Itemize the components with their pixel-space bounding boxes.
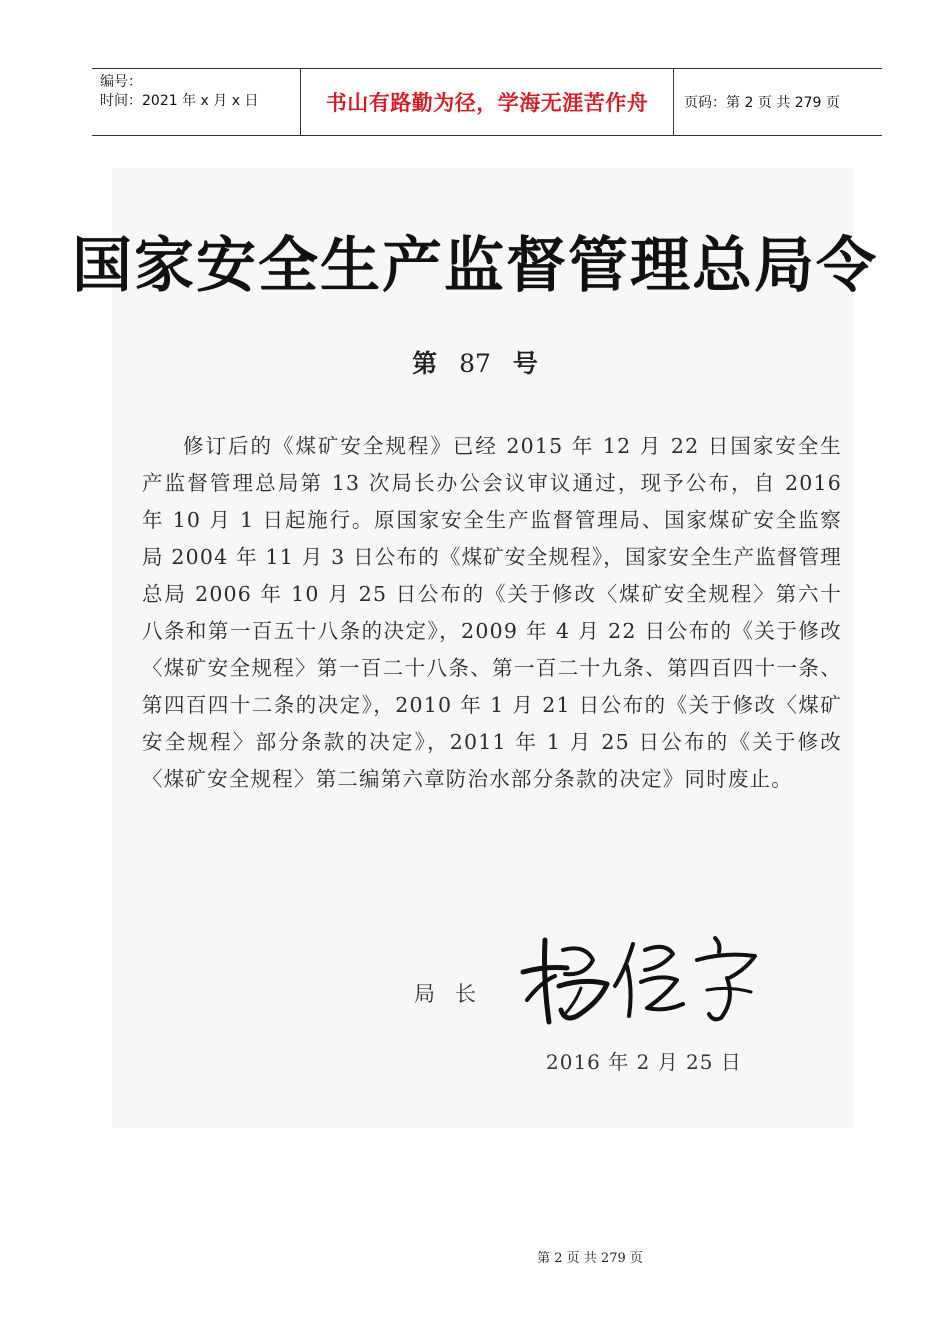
order-number: 87: [459, 349, 491, 378]
header-meta-cell: [92, 69, 301, 135]
signature-date: 2016 年 2 月 25 日: [546, 1050, 742, 1074]
order-number-line: [0, 344, 950, 380]
order-prefix: 第: [412, 349, 438, 378]
time-label: 时间：2021 年 x 月 x 日: [100, 93, 259, 109]
order-suffix: 号: [512, 349, 538, 378]
header-page-label: 页码：第 2 页 共 279 页: [684, 95, 840, 111]
signer-title: 局长: [414, 982, 496, 1006]
order-body-text: 修订后的《煤矿安全规程》已经 2015 年 12 月 22 日国家安全生产监督管理总局第 13 次局长办公会议审议通过，现予公布，自 2016 年 10 月 1 日起施行。原国家安全生产监督管理局、国家煤矿安全监察局 2004 年 11 月 3 日公布的《煤矿安全规程》，国家安全生产监督管理总局 2006 年 10 月 25 日公布的《关于修改〈煤矿安全规程〉第六十八条和第一百五十八条的决定》，2009 年 4 月 22 日公布的《关于修改〈煤矿安全规程〉第一百二十八条、第一百二十九条、第四百四十一条、第四百四十二条的决定》，2010 年 1 月 21 日公布的《关于修改〈煤矿安全规程〉部分条款的决定》，2011 年 1 月 25 日公布的《关于修改〈煤矿安全规程〉第二编第六章防治水部分条款的决定》同时废止。: [142, 434, 842, 791]
number-label: 编号：: [100, 74, 142, 90]
header-table: [92, 68, 882, 136]
header-motto: 书山有路勤为径，学海无涯苦作舟: [301, 69, 674, 135]
handwritten-signature: [515, 930, 765, 1030]
document-title: 国家安全生产监督管理总局令: [72, 231, 878, 301]
footer-page-number: 第 2 页 共 279 页: [537, 1251, 643, 1266]
